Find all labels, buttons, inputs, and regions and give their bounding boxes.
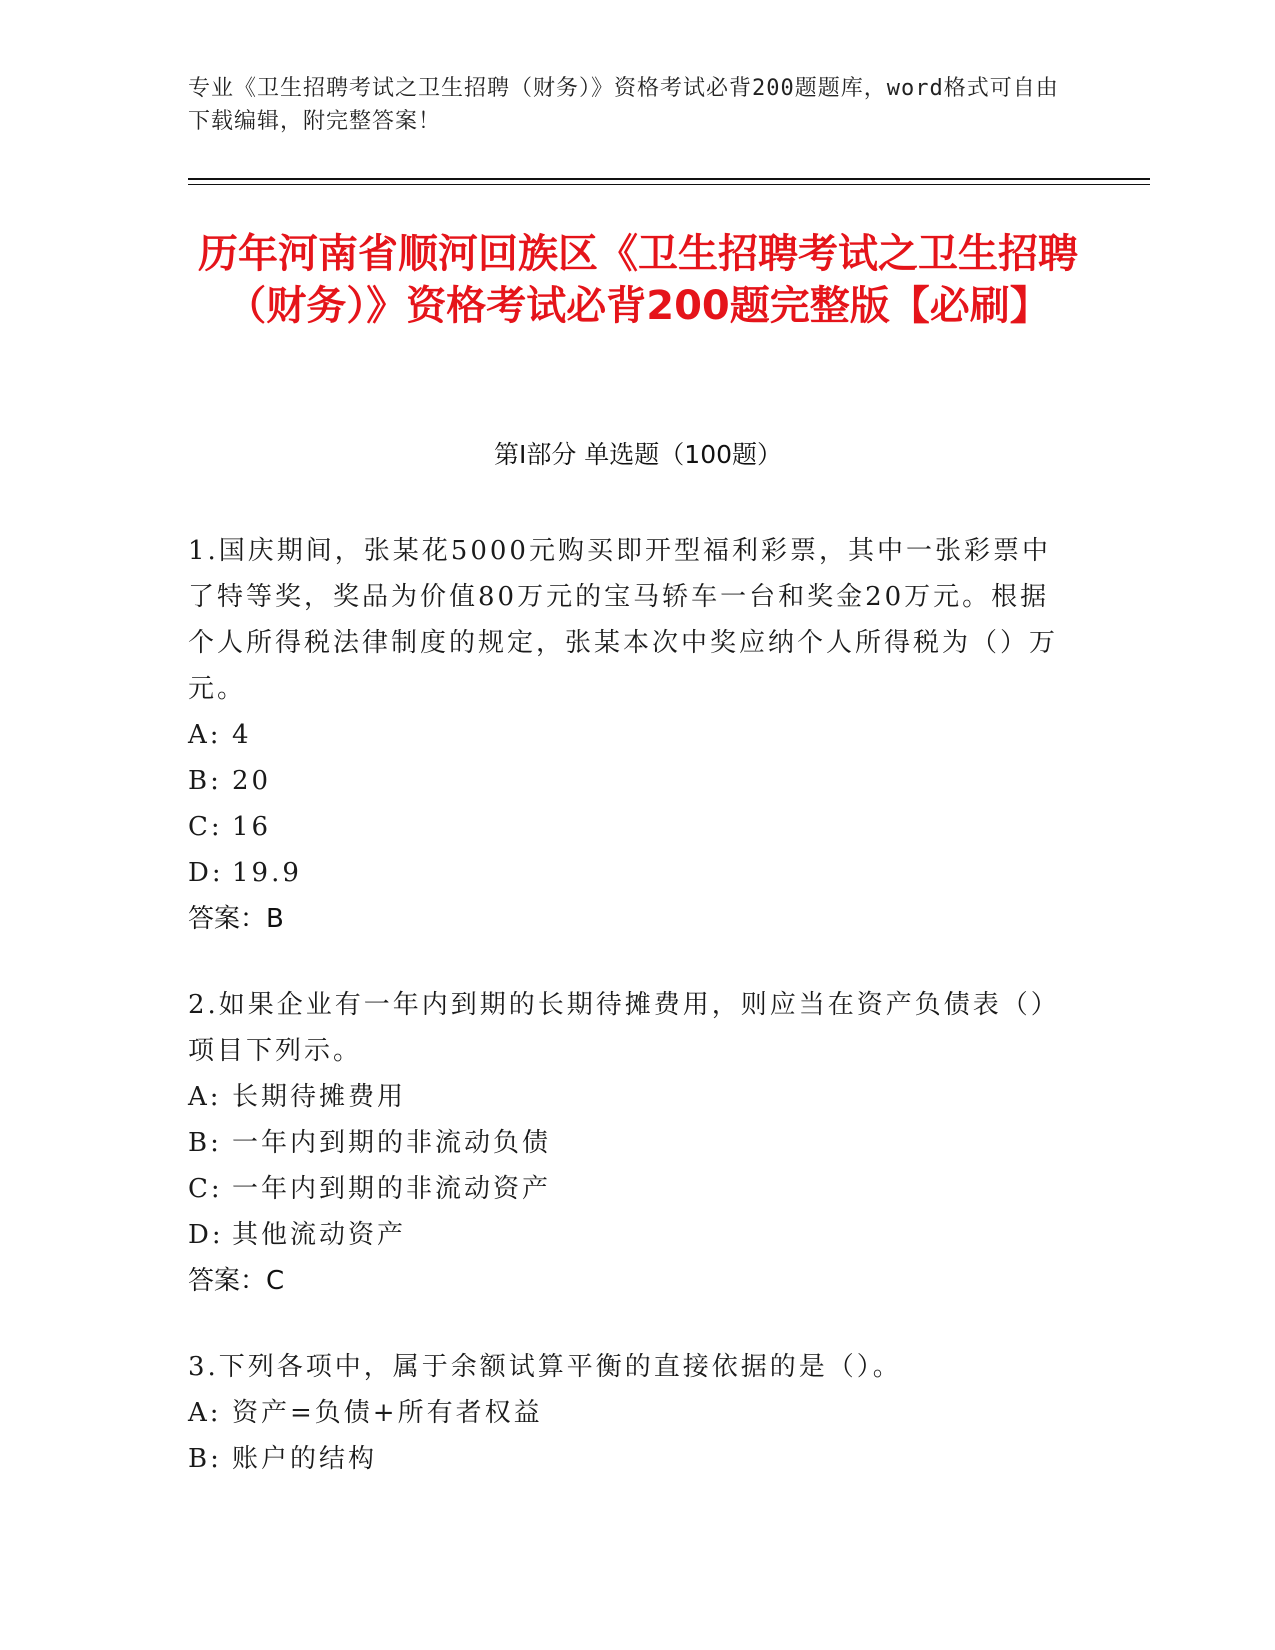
option-text: 一年内到期的非流动资产: [232, 1174, 552, 1204]
question-list: [188, 528, 1068, 1522]
option-letter: A:: [188, 1082, 222, 1112]
question-stem: 1.国庆期间，张某花5000元购买即开型福利彩票，其中一张彩票中了特等奖，奖品为价值80万元的宝马轿车一台和奖金20万元。根据个人所得税法律制度的规定，张某本次中奖应纳个人所得税为（）万元。: [188, 536, 1059, 704]
question-stem: 3.下列各项中，属于余额试算平衡的直接依据的是（）。: [188, 1352, 902, 1382]
option-letter: B:: [188, 1444, 222, 1474]
option-b: [188, 1436, 1068, 1482]
option-a: [188, 1390, 1068, 1436]
option-text: 19.9: [232, 858, 302, 888]
document-title: 历年河南省顺河回族区《卫生招聘考试之卫生招聘（财务）》资格考试必背200题完整版【必刷】: [198, 231, 1078, 329]
option-b: [188, 758, 1068, 804]
header-note: 专业《卫生招聘考试之卫生招聘（财务）》资格考试必背200题题库，word格式可自由下载编辑，附完整答案！: [188, 76, 1059, 134]
option-a: [188, 1074, 1068, 1120]
section-title: 第I部分 单选题（100题）: [493, 440, 783, 469]
option-a: [188, 712, 1068, 758]
answer: 答案：B: [188, 904, 284, 934]
option-letter: B:: [188, 766, 222, 796]
option-letter: B:: [188, 1128, 222, 1158]
option-d: [188, 850, 1068, 896]
option-text: 其他流动资产: [232, 1220, 407, 1250]
option-text: 20: [232, 766, 272, 796]
option-letter: C:: [188, 812, 223, 842]
option-text: 一年内到期的非流动负债: [232, 1128, 552, 1158]
option-text: 长期待摊费用: [232, 1082, 407, 1112]
question-3: [188, 1344, 1068, 1482]
header-rule-thick: [188, 178, 1150, 180]
question-1: [188, 528, 1068, 942]
option-letter: D:: [188, 858, 224, 888]
option-text: 账户的结构: [232, 1444, 378, 1474]
option-c: [188, 804, 1068, 850]
question-stem: 2.如果企业有一年内到期的长期待摊费用，则应当在资产负债表（）项目下列示。: [188, 990, 1060, 1066]
option-text: 4: [232, 720, 252, 750]
option-b: [188, 1120, 1068, 1166]
option-letter: A:: [188, 1398, 222, 1428]
header-rule-thin: [188, 184, 1150, 185]
option-letter: D:: [188, 1220, 224, 1250]
question-2: [188, 982, 1068, 1304]
option-c: [188, 1166, 1068, 1212]
answer: 答案：C: [188, 1266, 285, 1296]
option-letter: C:: [188, 1174, 223, 1204]
option-d: [188, 1212, 1068, 1258]
option-text: 资产=负债+所有者权益: [232, 1398, 543, 1428]
option-letter: A:: [188, 720, 222, 750]
option-text: 16: [232, 812, 272, 842]
